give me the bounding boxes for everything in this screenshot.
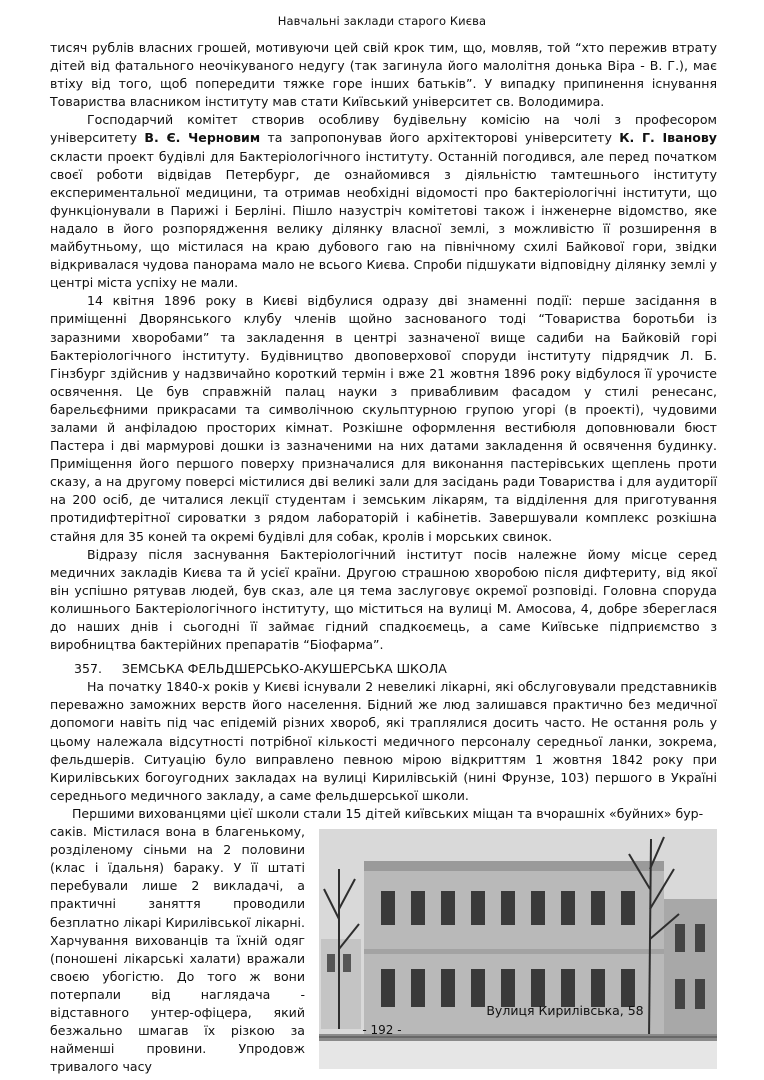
name-ivanov: К. Г. Іванову xyxy=(619,130,717,146)
paragraph-1: тисяч рублів власних грошей, мотивуючи цей свій крок тим, що, мовляв, той “хто пережив втрату дітей від фатального неочікуваного недугу (так загинула його малолітня донька Віра - В. Г.), має втіху від того, щоб попередити тяжке горе інших батьків”. У випадку припинення існування Товариства власником інституту мав стати Київський університет св. Володимира. xyxy=(50,40,717,110)
page-number: - 192 - xyxy=(362,1023,402,1037)
paragraph-3: 14 квітня 1896 року в Києві відбулися одразу дві знаменні події: перше засідання в приміщенні Дворянського клубу членів щойно заснованого тоді “Товариства боротьби із заразними хворобами” та закладення в центрі зазначеної вище садиби на Байковій горі Бактеріологічного інституту. Будівництво двоповерхової споруди інституту підрядчик Л. Б. Гінзбург здійснив у надзвичайно короткий термін і вже 21 жовтня 1896 року відбулося її урочисте освячення. Це був справжній палац науки з привабливим фасадом у стилі ренесанс, барельєфними прикрасами та символічною скульптурною групою угорі (в проекті), чудовими залами й анфіладою просторих кімнат. Розкішне оформлення вестибюля доповнювали бюст Пастера і дві мармурові дошки із зазначеними на них датами закладення й освячення будинку. Приміщення його першого поверху призначалися для виконання пастерівських щеплень проти сказу, а на другому поверсі містилися дві великі зали для засідань ради Товариства і для аудиторії на 200 осіб, де читалися лекції студентам і земським лікарям, та відділення для приготування протидифтерітної сироватки з рядом лабораторій і кабінетів. Завершували комплекс розкішна стайня для 35 коней та окремі будівлі для собак, кролів і морських свинок. xyxy=(50,293,717,544)
paragraph-6-lead: Першими вихованцями цієї школи стали 15 дітей київських міщан та вчорашніх «буйних» бур- xyxy=(72,805,704,821)
section-number: 357. xyxy=(74,661,102,677)
section-heading xyxy=(50,660,717,678)
paragraph-2: Господарчий комітет створив особливу будівельну комісію на чолі з професором університету В. Є. Черновим та запропонував його архітекторові університету К. Г. Іванову скласти проект будівлі для Бактеріологічного інституту. Останній погодився, але перед початком своєї роботи відвідав Петербург, де ознайомився з діяльністю тамтешнього інституту експериментальної медицини, та отримав необхідні відомості про бактеріологічні інститути, що функціонували в Парижі і Берліні. Пішло назустріч комітетові також і інженерне відомство, яке надало в його розпорядження велику ділянку власної землі, з можливістю її розширення в майбутньому, що містилася на краю дубового гаю на північному схилі Байкової гори, звідки відкривалася чудова панорама мало не всього Києва. Спроби підшукати відповідну ділянку землі у центрі міста успіху не мали. xyxy=(50,112,717,291)
name-chernov: В. Є. Черновим xyxy=(144,130,261,146)
paragraph-6-rest: саків. Містилася вона в благенькому, розділеному сіньми на 2 половини (клас і їдальня) бараку. У її штаті перебували лише 2 викладачі, а практичні заняття проводили безплатно лікарі Кирилівської лікарні. Харчування вихованців та їхній одяг (поношені лікарські халати) вражали своєю убогістю. До того ж вони потерпали від наглядача - відставного унтер-офіцера, який безжально шмагав їх різкою за найменші провини. Упродовж тривалого часу xyxy=(50,824,305,1075)
body-text xyxy=(50,39,717,1076)
running-head: Навчальні заклади старого Києва xyxy=(277,14,487,28)
section-title: ЗЕМСЬКА ФЕЛЬДШЕРСЬКО-АКУШЕРСЬКА ШКОЛА xyxy=(121,661,447,677)
paragraph-4: Відразу після заснування Бактеріологічний інститут посів належне йому місце серед медичних закладів Києва та й усієї країни. Другою страшною хворобою після дифтериту, від якої він успішно рятував людей, був сказ, але ця тема заслуговує окремої розповіді. Головна споруда колишнього Бактеріологічного інституту, що міститься на вулиці М. Амосова, 4, добре збереглася до наших днів і сьогодні її займає гідний спадкоємець, а саме Київське підприємство з виробництва бактерійних препаратів “Біофарма”. xyxy=(50,546,717,653)
paragraph-5: На початку 1840-х років у Києві існували 2 невеликі лікарні, які обслуговували представників переважно заможних верств його населення. Бідний же люд залишався практично без медичної допомоги навіть під час епідемій різних хвороб, які траплялися досить часто. Не остання роль у цьому належала відсутності потрібної кількості медичного персоналу середньої ланки, зокрема, фельдшерів. Ситуацію було виправлено певною мірою відкриттям 1 жовтня 1842 року при Кирилівських богоугодних закладах на вулиці Кирилівській (нині Фрунзе, 103) першого в Україні середнього медичного закладу, а саме фельдшерської школи. xyxy=(50,679,717,803)
photo-caption: Вулиця Кирилівська, 58 xyxy=(486,1003,644,1018)
